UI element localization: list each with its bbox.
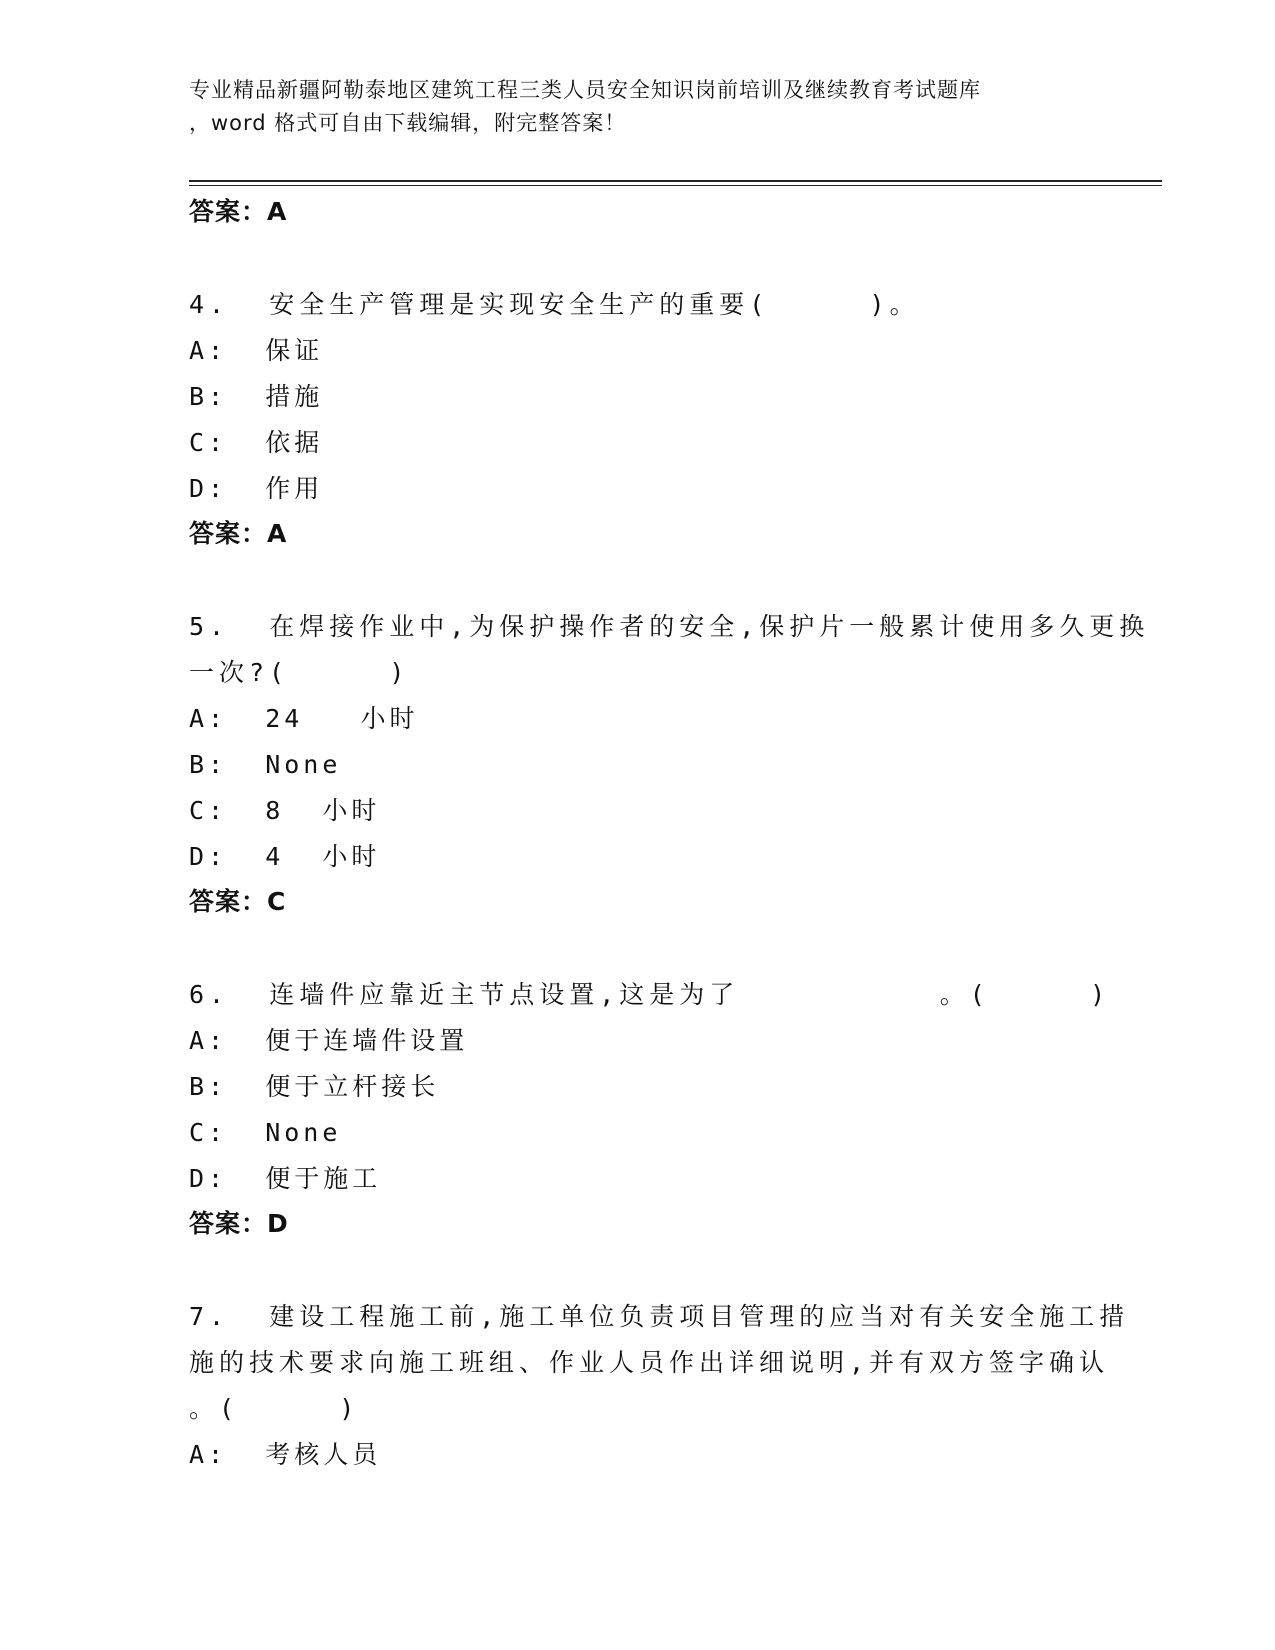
block-spacer	[189, 1246, 1089, 1294]
header-divider-thick	[189, 180, 1162, 182]
question-list	[189, 190, 1150, 1478]
block-spacer	[189, 234, 1089, 282]
option-b: B: 便于立杆接长	[189, 1072, 440, 1101]
answer-line: 答案：D	[189, 1209, 289, 1238]
question-text-continued: 一次?( )	[189, 658, 410, 687]
answer-line: 答案：C	[189, 887, 287, 916]
answer-line: 答案：A	[189, 197, 288, 226]
answer-line: 答案：A	[189, 519, 288, 548]
question-text: 7. 建设工程施工前,施工单位负责项目管理的应当对有关安全施工措	[189, 1302, 1130, 1331]
question-block-6	[189, 972, 1111, 1246]
header-title-line-2: ，word 格式可自由下载编辑，附完整答案！	[189, 111, 627, 135]
option-a: A: 考核人员	[189, 1440, 382, 1469]
option-d: D: 4 小时	[189, 842, 381, 871]
option-a: A: 24 小时	[189, 704, 419, 733]
question-block-7	[189, 1294, 1130, 1478]
option-b: B: None	[189, 750, 342, 779]
option-c: C: None	[189, 1118, 342, 1147]
option-d: D: 作用	[189, 474, 324, 503]
option-d: D: 便于施工	[189, 1164, 382, 1193]
question-text: 6. 连墙件应靠近主节点设置,这是为了 。( )	[189, 980, 1111, 1009]
question-text-continued: 。( )	[189, 1394, 360, 1423]
option-a: A: 保证	[189, 336, 324, 365]
block-spacer	[189, 556, 1089, 604]
option-b: B: 措施	[189, 382, 324, 411]
question-text: 4. 安全生产管理是实现安全生产的重要( )。	[189, 290, 920, 319]
question-block-5	[189, 604, 1150, 924]
document-header	[189, 74, 1089, 140]
question-text: 5. 在焊接作业中,为保护操作者的安全,保护片一般累计使用多久更换	[189, 612, 1150, 641]
block-spacer	[189, 924, 1089, 972]
option-a: A: 便于连墙件设置	[189, 1026, 469, 1055]
header-divider-thin	[189, 185, 1162, 186]
option-c: C: 依据	[189, 428, 324, 457]
question-block-4	[189, 282, 1089, 556]
question-text-continued: 施的技术要求向施工班组、作业人员作出详细说明,并有双方签字确认	[189, 1348, 1110, 1377]
header-title-line-1: 专业精品新疆阿勒泰地区建筑工程三类人员安全知识岗前培训及继续教育考试题库	[189, 78, 981, 102]
option-c: C: 8 小时	[189, 796, 381, 825]
